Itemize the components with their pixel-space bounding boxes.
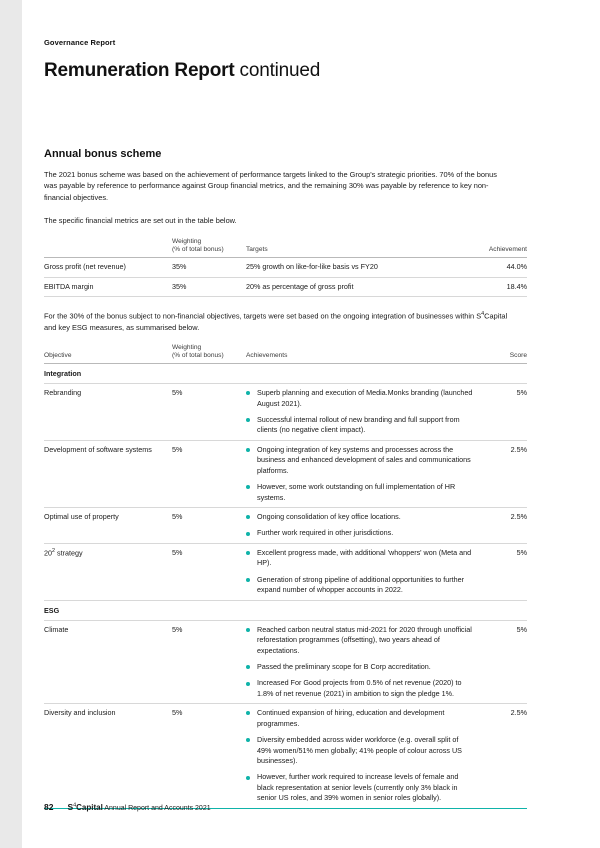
- table-row: [44, 704, 527, 809]
- list-item: Further work required in other jurisdictions.: [246, 528, 473, 538]
- footer-caption: [67, 802, 210, 812]
- header-metric: [44, 238, 172, 258]
- cell-metric: EBITDA margin: [44, 277, 172, 296]
- cell-score: 5%: [473, 543, 527, 600]
- cell-score: 2.5%: [473, 440, 527, 507]
- list-item: Increased For Good projects from 0.5% of net revenue (2020) to 1.8% of net revenue (2021) in ambition to sign the pledge 1%.: [246, 678, 473, 699]
- header-objective: Objective: [44, 351, 72, 359]
- list-item: Continued expansion of hiring, education and development programmes.: [246, 708, 473, 729]
- financial-metrics-table: [44, 238, 527, 297]
- cell-score: 2.5%: [473, 508, 527, 544]
- table-row: [44, 384, 527, 441]
- cell-achievement: 44.0%: [473, 258, 527, 277]
- cell-objective-tail: strategy: [55, 548, 83, 558]
- table-row: [44, 508, 527, 544]
- intro-paragraph-3: [44, 310, 512, 333]
- header-achievement: Achievement: [488, 246, 527, 254]
- achievements-list: [246, 548, 473, 596]
- header-weighting-line1: Weighting: [172, 237, 202, 245]
- intro-paragraph-3a: For the 30% of the bonus subject to non-financial objectives, targets were set based on the ongoing integration of businesses within S: [44, 311, 482, 321]
- cell-weighting: 5%: [172, 384, 246, 441]
- page-title: [44, 60, 527, 82]
- cell-achievements: [246, 384, 473, 441]
- list-item: Superb planning and execution of Media.Monks branding (launched August 2021).: [246, 388, 473, 409]
- list-item: Ongoing integration of key systems and processes across the business and enhanced development of sales and communications platforms.: [246, 445, 473, 476]
- table-row: [44, 543, 527, 600]
- table-group-header: [44, 364, 527, 384]
- list-item: Diversity embedded across wider workforce (e.g. overall split of 49% women/51% men globally; 41% people of colour across US businesses).: [246, 735, 473, 766]
- header-targets: Targets: [246, 246, 268, 254]
- cell-score: 5%: [473, 620, 527, 704]
- list-item: Successful internal rollout of new branding and full support from clients (no negative client impact).: [246, 415, 473, 436]
- list-item: Passed the preliminary scope for B Corp accreditation.: [246, 662, 473, 672]
- group-label-esg: ESG: [44, 600, 527, 620]
- brand-s: S: [67, 802, 74, 812]
- cell-weighting: 5%: [172, 704, 246, 809]
- page-number: 82: [44, 802, 54, 812]
- cell-objective-text: 20: [44, 548, 52, 558]
- group-label-integration: Integration: [44, 364, 527, 384]
- superscript-two: 2: [52, 547, 55, 554]
- header-weighting-line2: (% of total bonus): [172, 246, 224, 254]
- header-achievements: Achievements: [246, 351, 288, 359]
- list-item: Ongoing consolidation of key office locations.: [246, 512, 473, 522]
- list-item: However, some work outstanding on full implementation of HR systems.: [246, 482, 473, 503]
- achievements-list: [246, 625, 473, 700]
- table-row: [44, 440, 527, 507]
- cell-objective: Climate: [44, 620, 172, 704]
- cell-weighting: 35%: [172, 258, 246, 277]
- list-item: Generation of strong pipeline of additional opportunities to further expand number of whopper accounts in 2022.: [246, 575, 473, 596]
- brand-superscript-four: 4: [73, 802, 77, 809]
- footer-report-text: Annual Report and Accounts 2021: [102, 805, 211, 812]
- cell-objective: Diversity and inclusion: [44, 704, 172, 809]
- cell-weighting: 5%: [172, 543, 246, 600]
- intro-paragraph-1: The 2021 bonus scheme was based on the achievement of performance targets linked to the Group's strategic priorities. 70% of the bonus was payable by reference to performance against Group financial metrics, and the remaining 30% was payable by reference to key non-financial objectives.: [44, 170, 497, 202]
- table-header-row: [44, 344, 527, 364]
- cell-objective: [44, 543, 172, 600]
- table-group-header: [44, 600, 527, 620]
- page-content: [44, 0, 527, 809]
- header-weighting: [172, 238, 246, 258]
- cell-objective: Rebranding: [44, 384, 172, 441]
- table-row: [44, 258, 527, 277]
- cell-achievements: [246, 620, 473, 704]
- header-weighting: [172, 344, 246, 364]
- superscript-four: 4: [481, 311, 485, 318]
- cell-achievements: [246, 440, 473, 507]
- section-eyebrow: Governance Report: [44, 38, 116, 47]
- achievements-list: [246, 512, 473, 539]
- cell-weighting: 5%: [172, 508, 246, 544]
- intro-paragraph-3b: Capital and key ESG measures, as summarised below.: [44, 311, 508, 333]
- cell-achievements: [246, 543, 473, 600]
- cell-achievement: 18.4%: [473, 277, 527, 296]
- cell-objective: Development of software systems: [44, 440, 172, 507]
- cell-weighting: 5%: [172, 440, 246, 507]
- section-heading: Annual bonus scheme: [44, 148, 162, 160]
- brand-capital: Capital: [76, 803, 103, 812]
- cell-target: 20% as percentage of gross profit: [246, 277, 473, 296]
- page-title-continued: continued: [234, 60, 321, 81]
- table-row: [44, 620, 527, 704]
- cell-achievements: [246, 508, 473, 544]
- page-title-bold: Remuneration Report: [44, 60, 235, 81]
- cell-score: 5%: [473, 384, 527, 441]
- cell-score: 2.5%: [473, 704, 527, 809]
- intro-paragraph-2: The specific financial metrics are set out in the table below.: [44, 216, 237, 226]
- objectives-table: [44, 344, 527, 809]
- achievements-list: [246, 388, 473, 436]
- cell-objective: Optimal use of property: [44, 508, 172, 544]
- page-left-band: [0, 0, 22, 848]
- table-row: [44, 277, 527, 296]
- header-weighting-line1: Weighting: [172, 343, 202, 351]
- achievements-list: [246, 708, 473, 804]
- list-item: Reached carbon neutral status mid-2021 for 2020 through unofficial reforestation programmes (offsetting), two years ahead of expectations.: [246, 625, 473, 656]
- list-item: However, further work required to increase levels of female and black representation at senior levels (currently only 3% black in senior US roles, and 39% women in senior roles globally).: [246, 772, 473, 803]
- table-header-row: [44, 238, 527, 258]
- header-score: Score: [509, 351, 527, 359]
- cell-weighting: 5%: [172, 620, 246, 704]
- achievements-list: [246, 445, 473, 503]
- page-footer: [44, 802, 527, 812]
- header-weighting-line2: (% of total bonus): [172, 351, 224, 359]
- cell-metric: Gross profit (net revenue): [44, 258, 172, 277]
- cell-achievements: [246, 704, 473, 809]
- cell-target: 25% growth on like-for-like basis vs FY20: [246, 258, 473, 277]
- list-item: Excellent progress made, with additional 'whoppers' won (Meta and HP).: [246, 548, 473, 569]
- cell-weighting: 35%: [172, 277, 246, 296]
